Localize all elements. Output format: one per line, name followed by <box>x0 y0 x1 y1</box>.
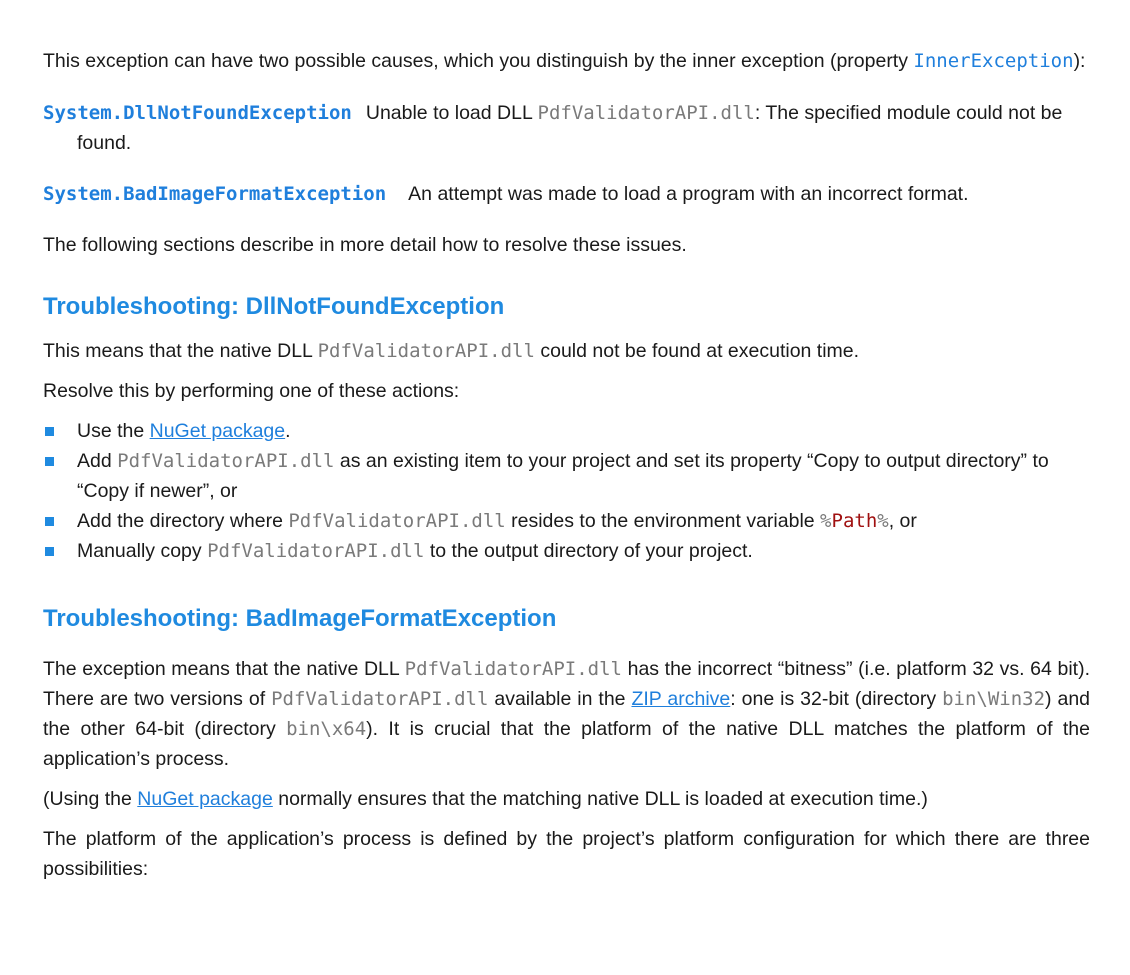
dll-name-code: PdfValidatorAPI.dll <box>288 510 506 532</box>
x64-dir-code: bin\x64 <box>286 718 367 740</box>
dll-name-code: PdfValidatorAPI.dll <box>404 658 622 680</box>
intro-text-2: ): <box>1073 50 1086 72</box>
list-item: Add PdfValidatorAPI.dll as an existing item to your project and set its property “Copy to output directory” to “Copy if newer”, or <box>43 446 1090 506</box>
list-item: Use the NuGet package. <box>43 416 1090 446</box>
dll-paragraph-1: This means that the native DLL PdfValidatorAPI.dll could not be found at execution time. <box>43 340 860 362</box>
heading-badimageformat: Troubleshooting: BadImageFormatException <box>43 605 557 632</box>
actions-list <box>43 416 1090 566</box>
sections-intro: The following sections describe in more detail how to resolve these issues. <box>43 234 687 256</box>
square-bullet-icon <box>45 457 54 466</box>
square-bullet-icon <box>45 517 54 526</box>
env-var-path: Path <box>831 510 878 532</box>
dll-name-code: PdfValidatorAPI.dll <box>271 688 489 710</box>
intro-paragraph <box>43 46 1090 76</box>
dll-name-code: PdfValidatorAPI.dll <box>317 340 535 362</box>
inner-exception-code: InnerException <box>913 50 1074 72</box>
win32-dir-code: bin\Win32 <box>942 688 1046 710</box>
definition-dllnotfound: System.DllNotFoundException Unable to load DLL PdfValidatorAPI.dll: The specified module could not be found. <box>43 102 1063 154</box>
bad-paragraph-1: The exception means that the native DLL PdfValidatorAPI.dll has the incorrect “bitness” (i.e. platform 32 vs. 64 bit). There are two versions of PdfValidatorAPI.dll available in the ZIP archive: one is 32-bit (directory bin\Win32) and the other 64-bit (directory bin\x64). It is crucial that the platform of the native DLL matches the platform of the application’s process. <box>43 658 1091 770</box>
list-item: Add the directory where PdfValidatorAPI.dll resides to the environment variable %Path%, or <box>43 506 1090 536</box>
bad-paragraph-3: The platform of the application’s process is defined by the project’s platform configuration for which there are three possibilities: <box>43 828 1090 880</box>
intro-text-1: This exception can have two possible causes, which you distinguish by the inner exception (property <box>43 50 914 72</box>
dll-name-code: PdfValidatorAPI.dll <box>117 450 335 472</box>
dll-paragraph-2: Resolve this by performing one of these actions: <box>43 380 460 402</box>
zip-archive-link[interactable]: ZIP archive <box>631 688 731 710</box>
definition-term: System.DllNotFoundException <box>43 102 352 124</box>
square-bullet-icon <box>45 547 54 556</box>
definition-badimageformat: System.BadImageFormatException An attempt was made to load a program with an incorrect format. <box>43 183 969 205</box>
definition-term: System.BadImageFormatException <box>43 183 387 205</box>
nuget-package-link[interactable]: NuGet package <box>137 788 273 810</box>
percent-sign: % <box>820 510 832 532</box>
heading-dllnotfound: Troubleshooting: DllNotFoundException <box>43 293 505 320</box>
nuget-package-link[interactable]: NuGet package <box>149 420 286 442</box>
percent-sign: % <box>877 510 889 532</box>
list-item: Manually copy PdfValidatorAPI.dll to the output directory of your project. <box>43 536 1090 566</box>
square-bullet-icon <box>45 427 54 436</box>
bad-paragraph-2: (Using the NuGet package normally ensures that the matching native DLL is loaded at execution time.) <box>43 788 928 810</box>
dll-name-code: PdfValidatorAPI.dll <box>537 102 755 124</box>
dll-name-code: PdfValidatorAPI.dll <box>207 540 425 562</box>
